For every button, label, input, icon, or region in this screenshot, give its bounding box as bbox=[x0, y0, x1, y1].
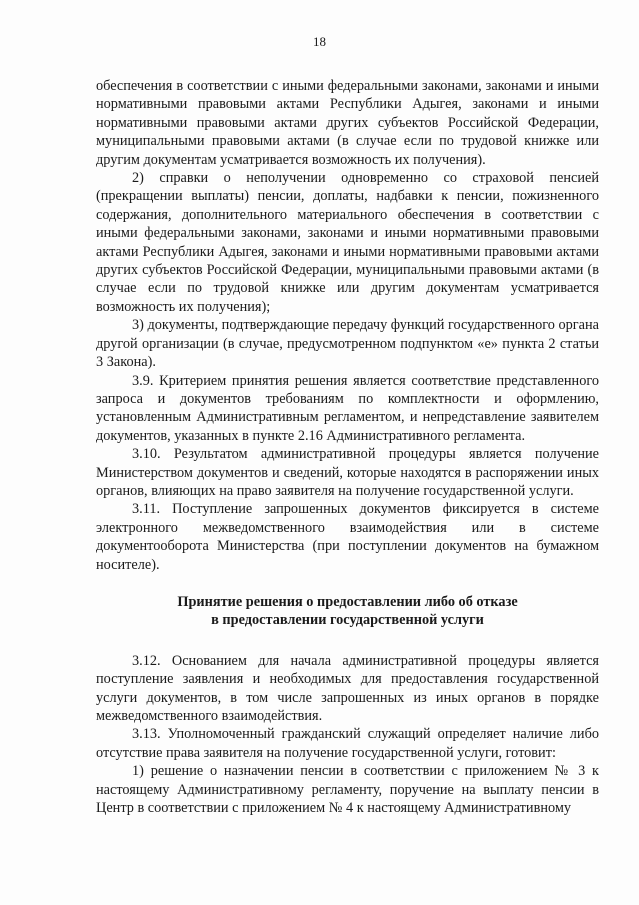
paragraph-3-10: 3.10. Результатом административной процедуры является получение Министерством документов и сведений, которые находятся в распоряжении иных органов, влияющих на право заявителя на получение государственной услуги. bbox=[96, 446, 599, 499]
section-heading-line-1: Принятие решения о предоставлении либо об отказе bbox=[177, 593, 518, 610]
paragraph-3-13: 3.13. Уполномоченный гражданский служащий определяет наличие либо отсутствие права заявителя на получение государственной услуги, готовит: bbox=[96, 726, 599, 761]
page-number: 18 bbox=[313, 34, 326, 49]
section-heading-line-2: в предоставлении государственной услуги bbox=[211, 612, 484, 629]
section-heading bbox=[96, 593, 599, 630]
paragraph-continuation: обеспечения в соответствии с иными федеральными законами, законами и иными нормативными правовыми актами Республики Адыгея, законами и иными нормативными правовыми актами других субъектов Российской Федерации, муниципальными правовыми актами (в случае если по трудовой книжке или другим документам усматривается возможность их получения). bbox=[96, 78, 599, 168]
paragraph-3-12: 3.12. Основанием для начала административной процедуры является поступление заявления и необходимых для предоставления государственной услуги документов, в том числе запрошенных из иных органов в порядке межведомственного взаимодействия. bbox=[96, 652, 599, 724]
paragraph-3-13-item-1: 1) решение о назначении пенсии в соответствии с приложением № 3 к настоящему Административному регламенту, поручение на выплату пенсии в Центр в соответствии с приложением № 4 к настоящему Административному bbox=[96, 763, 599, 817]
paragraph-item-2: 2) справки о неполучении одновременно со страховой пенсией (прекращении выплаты) пенсии, доплаты, надбавки к пенсии, пожизненного содержания, дополнительного материального обеспечения в соответствии с иными федеральными законами, законами и иными нормативными правовыми актами Республики Адыгея, законами и иными нормативными правовыми актами других субъектов Российской Федерации, муниципальными правовыми актами (в случае если по трудовой книжке или другим документам усматривается возможность их получения); bbox=[96, 170, 599, 315]
paragraph-item-3: 3) документы, подтверждающие передачу функций государственного органа другой организации (в случае, предусмотренном подпунктом «е» пункта 2 статьи 3 Закона). bbox=[96, 317, 599, 371]
document-body bbox=[96, 77, 599, 817]
paragraph-3-11: 3.11. Поступление запрошенных документов фиксируется в системе электронного межведомственного взаимодействия или в системе документооборота Министерства (при поступлении документов на бумажном носителе). bbox=[96, 501, 599, 573]
paragraph-3-9: 3.9. Критерием принятия решения является соответствие представленного запроса и документов требованиям по комплектности и оформлению, установленным Административным регламентом, и непредставление заявителем документов, указанных в пункте 2.16 Административного регламента. bbox=[96, 372, 599, 444]
